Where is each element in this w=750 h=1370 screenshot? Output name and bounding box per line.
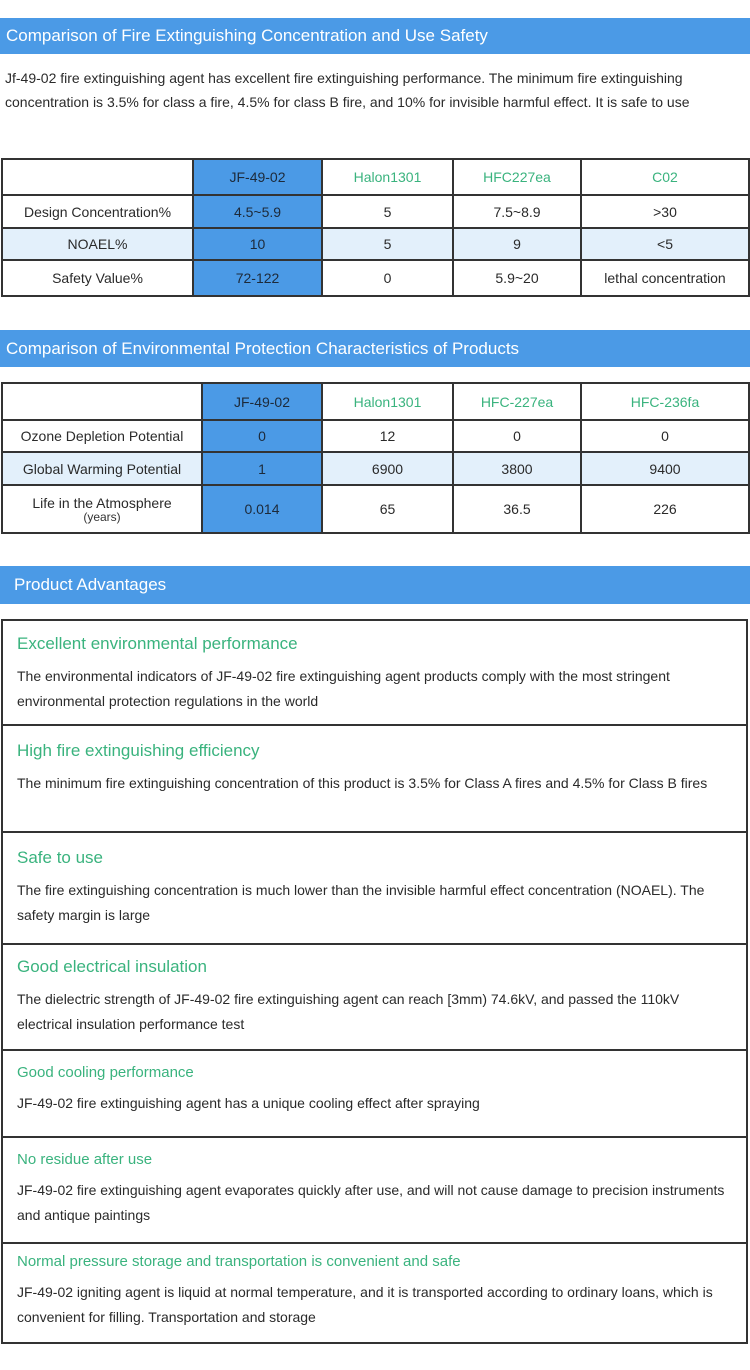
table-row: [2, 195, 749, 228]
table-cell: 5: [322, 195, 453, 228]
section-banner-safety: [0, 18, 750, 54]
table-header-cell: Halon1301: [322, 383, 453, 420]
advantage-title: Safe to use: [17, 848, 104, 867]
table-cell: 0: [581, 420, 749, 452]
table-cell: 7.5~8.9: [453, 195, 581, 228]
table-cell: 9: [453, 228, 581, 260]
table-cell: 0: [322, 260, 453, 296]
advantage-description: The fire extinguishing concentration is much lower than the invisible harmful effect concentration (NOAEL). The safety margin is large: [17, 882, 705, 923]
table-header-cell: HFC-227ea: [453, 383, 581, 420]
table-cell: lethal concentration: [581, 260, 749, 296]
row-label: Design Concentration%: [2, 195, 193, 228]
advantages-list: [1, 619, 748, 1344]
section-banner-environment: [0, 330, 750, 367]
table-cell: 9400: [581, 452, 749, 485]
table-cell: 65: [322, 485, 453, 533]
advantage-title: Good electrical insulation: [17, 957, 207, 976]
table-header-cell: [2, 159, 193, 195]
row-label-text: Life in the Atmosphere: [32, 494, 172, 511]
advantage-title: Excellent environmental performance: [17, 634, 298, 653]
advantage-description: The environmental indicators of JF-49-02 fire extinguishing agent products comply with the most stringent environmental protection regulations in the world: [17, 668, 670, 709]
advantage-description: JF-49-02 fire extinguishing agent evaporates quickly after use, and will not cause damage to precision instruments and antique paintings: [17, 1182, 725, 1223]
advantage-title: Normal pressure storage and transportation is convenient and safe: [17, 1253, 461, 1270]
row-label: Ozone Depletion Potential: [2, 420, 202, 452]
table-cell: 72-122: [193, 260, 322, 296]
table-cell: 3800: [453, 452, 581, 485]
advantage-item: [3, 1138, 746, 1244]
advantage-description: The minimum fire extinguishing concentration of this product is 3.5% for Class A fires and 4.5% for Class B fires: [17, 775, 708, 791]
advantage-title: High fire extinguishing efficiency: [17, 741, 260, 760]
table-cell: 5.9~20: [453, 260, 581, 296]
section-banner-advantages: [0, 566, 750, 604]
table-cell: 10: [193, 228, 322, 260]
table-cell: 4.5~5.9: [193, 195, 322, 228]
row-label: Safety Value%: [2, 260, 193, 296]
table-cell: 226: [581, 485, 749, 533]
table-cell: 1: [202, 452, 322, 485]
advantage-title: Good cooling performance: [17, 1064, 194, 1081]
table-row: [2, 420, 749, 452]
safety-comparison-table: [1, 158, 750, 297]
advantage-item: [3, 945, 746, 1051]
table-cell: 12: [322, 420, 453, 452]
row-label-unit: (years): [83, 509, 121, 524]
table-cell: 6900: [322, 452, 453, 485]
table-header-cell: Halon1301: [322, 159, 453, 195]
table-cell: 5: [322, 228, 453, 260]
table-header-cell: C02: [581, 159, 749, 195]
row-label: [2, 485, 202, 533]
table-row: [2, 260, 749, 296]
table-header-cell: JF-49-02: [193, 159, 322, 195]
table-header-cell: HFC227ea: [453, 159, 581, 195]
advantage-description: The dielectric strength of JF-49-02 fire extinguishing agent can reach [3mm) 74.6kV, and passed the 110kV electrical insulation performance test: [17, 991, 680, 1032]
table-cell: <5: [581, 228, 749, 260]
table-cell: 0: [453, 420, 581, 452]
row-label: Global Warming Potential: [2, 452, 202, 485]
advantage-item: [3, 726, 746, 833]
advantage-item: [3, 833, 746, 945]
advantage-description: JF-49-02 fire extinguishing agent has a unique cooling effect after spraying: [17, 1095, 480, 1111]
advantage-title: No residue after use: [17, 1151, 153, 1168]
table-row: [2, 452, 749, 485]
table-cell: 36.5: [453, 485, 581, 533]
advantage-description: JF-49-02 igniting agent is liquid at normal temperature, and it is transported according to ordinary loans, which is convenient for filling. Transportation and storage: [17, 1284, 713, 1325]
section-title-safety: Comparison of Fire Extinguishing Concentration and Use Safety: [6, 26, 488, 45]
section-title-environment: Comparison of Environmental Protection Characteristics of Products: [6, 338, 520, 358]
table-row: [2, 485, 749, 533]
environment-comparison-table: [1, 382, 750, 534]
table-cell: >30: [581, 195, 749, 228]
intro-paragraph: Jf-49-02 fire extinguishing agent has excellent fire extinguishing performance. The minimum fire extinguishing concentration is 3.5% for class a fire, 4.5% for class B fire, and 10% for invisible harmful effect. It is safe to use: [5, 70, 690, 110]
section-title-advantages: Product Advantages: [14, 575, 167, 594]
table-header-cell: HFC-236fa: [581, 383, 749, 420]
table-header-row: [2, 383, 749, 420]
advantage-item: [3, 621, 746, 726]
table-header-row: [2, 159, 749, 195]
table-cell: 0: [202, 420, 322, 452]
table-cell: 0.014: [202, 485, 322, 533]
table-header-cell: JF-49-02: [202, 383, 322, 420]
advantage-item: [3, 1051, 746, 1138]
advantage-item: [3, 1244, 746, 1342]
table-row: [2, 228, 749, 260]
table-header-cell: [2, 383, 202, 420]
row-label: NOAEL%: [2, 228, 193, 260]
